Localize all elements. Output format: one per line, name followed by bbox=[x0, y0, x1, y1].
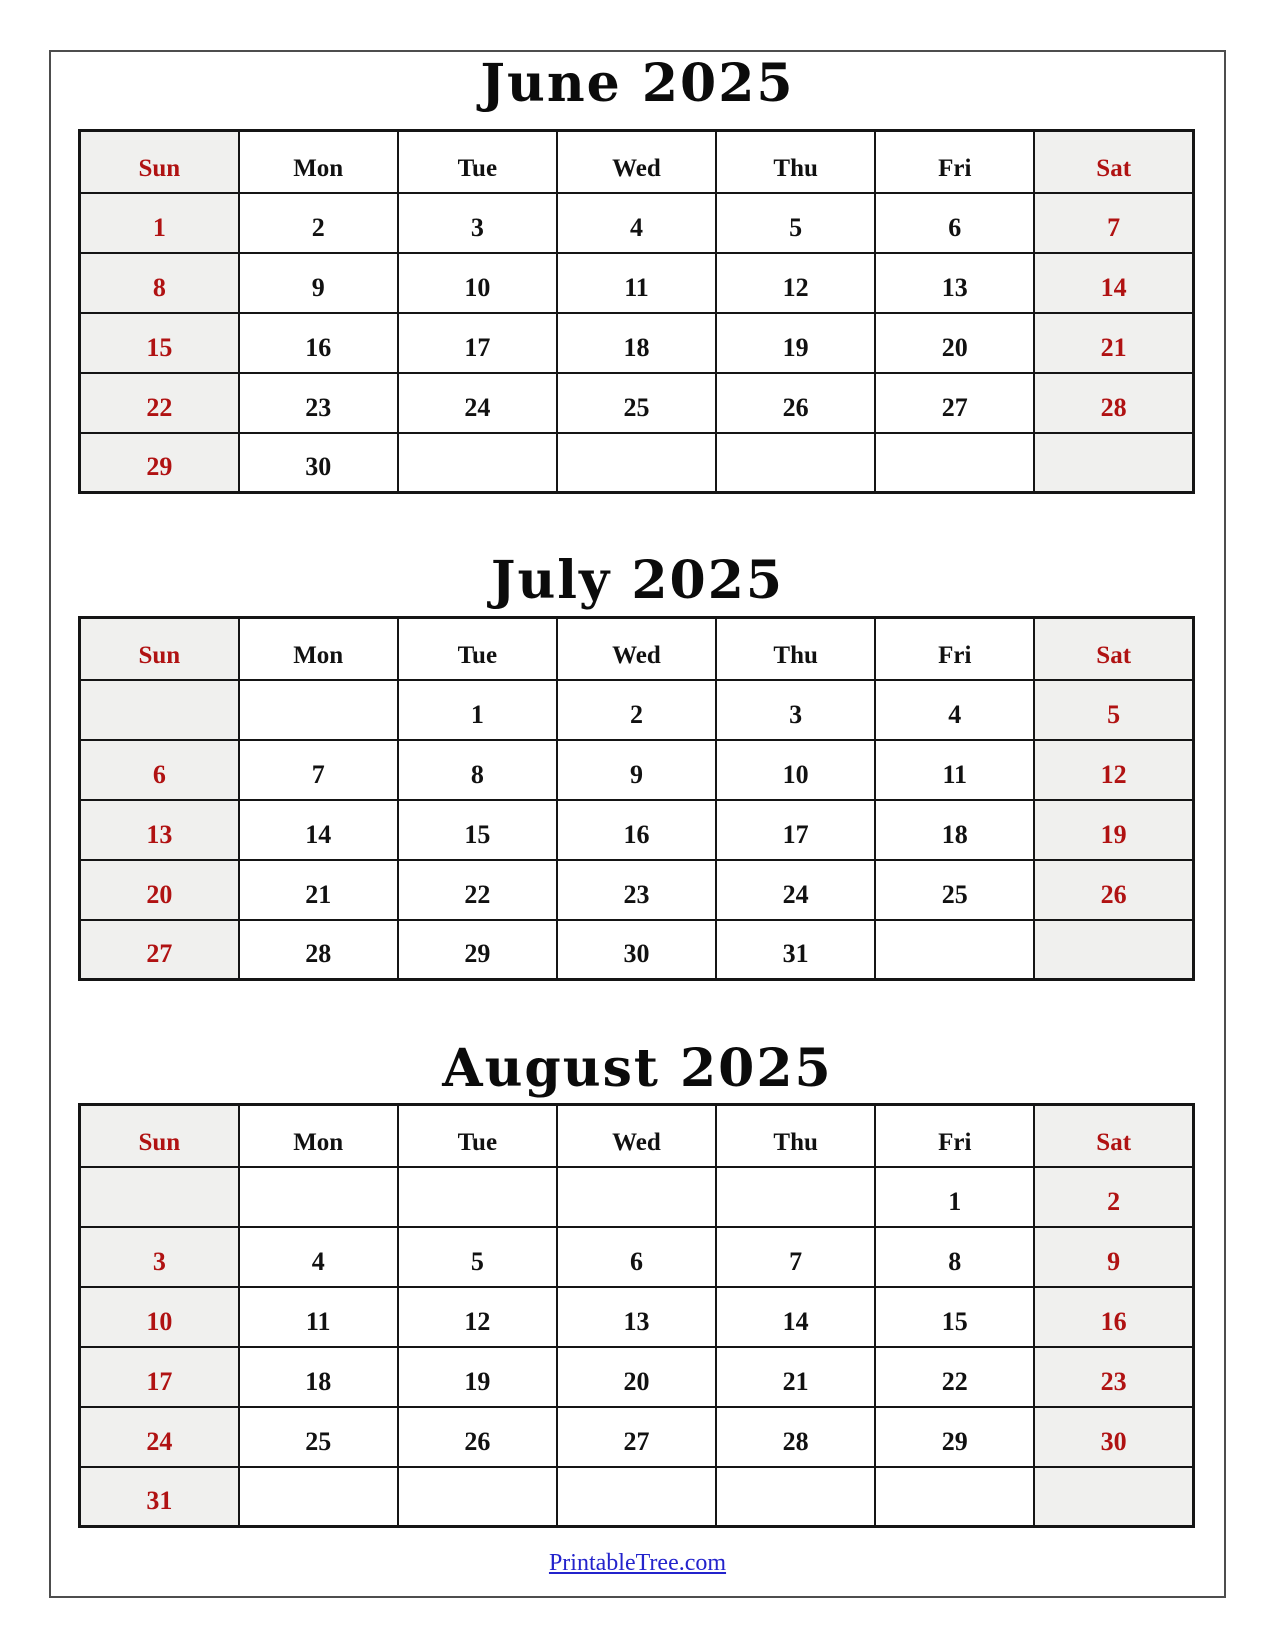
week-row bbox=[80, 1407, 1194, 1467]
week-row bbox=[80, 740, 1194, 800]
day-cell: 26 bbox=[1034, 860, 1193, 920]
day-header-fri: Fri bbox=[875, 618, 1034, 680]
day-cell bbox=[557, 1467, 716, 1527]
day-cell: 23 bbox=[1034, 1347, 1193, 1407]
day-cell: 21 bbox=[239, 860, 398, 920]
day-cell bbox=[557, 1167, 716, 1227]
day-cell: 15 bbox=[398, 800, 557, 860]
day-cell bbox=[398, 433, 557, 493]
day-cell: 8 bbox=[875, 1227, 1034, 1287]
day-cell bbox=[398, 1467, 557, 1527]
day-cell bbox=[1034, 433, 1193, 493]
day-cell: 29 bbox=[875, 1407, 1034, 1467]
day-cell: 23 bbox=[557, 860, 716, 920]
day-cell: 4 bbox=[875, 680, 1034, 740]
day-header-sun: Sun bbox=[80, 618, 239, 680]
day-cell: 24 bbox=[398, 373, 557, 433]
day-cell: 2 bbox=[239, 193, 398, 253]
day-header-fri: Fri bbox=[875, 1105, 1034, 1167]
day-cell: 28 bbox=[716, 1407, 875, 1467]
day-cell: 23 bbox=[239, 373, 398, 433]
day-cell: 17 bbox=[398, 313, 557, 373]
day-header-sat: Sat bbox=[1034, 1105, 1193, 1167]
footer bbox=[51, 1550, 1224, 1577]
day-cell: 12 bbox=[716, 253, 875, 313]
day-cell: 16 bbox=[557, 800, 716, 860]
day-header-wed: Wed bbox=[557, 131, 716, 193]
day-cell: 18 bbox=[557, 313, 716, 373]
day-cell: 21 bbox=[1034, 313, 1193, 373]
day-cell: 9 bbox=[239, 253, 398, 313]
day-header-row bbox=[80, 618, 1194, 680]
day-cell: 12 bbox=[398, 1287, 557, 1347]
day-cell bbox=[80, 1167, 239, 1227]
week-row bbox=[80, 313, 1194, 373]
day-header-wed: Wed bbox=[557, 1105, 716, 1167]
day-cell: 6 bbox=[557, 1227, 716, 1287]
day-cell: 12 bbox=[1034, 740, 1193, 800]
day-cell bbox=[716, 1467, 875, 1527]
day-cell: 31 bbox=[716, 920, 875, 980]
day-cell: 14 bbox=[716, 1287, 875, 1347]
day-cell: 5 bbox=[398, 1227, 557, 1287]
week-row bbox=[80, 1227, 1194, 1287]
week-row bbox=[80, 193, 1194, 253]
day-cell: 17 bbox=[80, 1347, 239, 1407]
day-cell bbox=[80, 680, 239, 740]
month-title-august: August 2025 bbox=[442, 1038, 833, 1099]
day-cell: 29 bbox=[398, 920, 557, 980]
day-cell: 25 bbox=[557, 373, 716, 433]
day-cell bbox=[239, 680, 398, 740]
day-cell: 28 bbox=[1034, 373, 1193, 433]
day-cell: 14 bbox=[1034, 253, 1193, 313]
day-cell: 3 bbox=[398, 193, 557, 253]
day-cell: 18 bbox=[875, 800, 1034, 860]
day-header-sat: Sat bbox=[1034, 618, 1193, 680]
day-header-sun: Sun bbox=[80, 131, 239, 193]
day-cell: 31 bbox=[80, 1467, 239, 1527]
day-cell: 10 bbox=[398, 253, 557, 313]
day-cell: 15 bbox=[875, 1287, 1034, 1347]
day-cell: 6 bbox=[875, 193, 1034, 253]
day-cell bbox=[716, 433, 875, 493]
day-cell: 2 bbox=[557, 680, 716, 740]
day-cell: 7 bbox=[716, 1227, 875, 1287]
calendar-page bbox=[49, 50, 1226, 1598]
day-header-tue: Tue bbox=[398, 618, 557, 680]
day-cell: 13 bbox=[80, 800, 239, 860]
day-cell: 27 bbox=[875, 373, 1034, 433]
day-cell: 30 bbox=[557, 920, 716, 980]
day-cell: 11 bbox=[557, 253, 716, 313]
day-cell: 27 bbox=[557, 1407, 716, 1467]
day-cell: 8 bbox=[80, 253, 239, 313]
day-cell bbox=[875, 1467, 1034, 1527]
day-cell: 22 bbox=[875, 1347, 1034, 1407]
day-cell: 30 bbox=[1034, 1407, 1193, 1467]
footer-site-link[interactable]: PrintableTree.com bbox=[548, 1550, 727, 1576]
day-cell: 13 bbox=[875, 253, 1034, 313]
day-header-row bbox=[80, 131, 1194, 193]
day-cell: 29 bbox=[80, 433, 239, 493]
week-row bbox=[80, 253, 1194, 313]
month-title-july: July 2025 bbox=[490, 550, 785, 611]
day-cell: 25 bbox=[875, 860, 1034, 920]
day-cell: 28 bbox=[239, 920, 398, 980]
day-cell: 19 bbox=[1034, 800, 1193, 860]
day-cell: 3 bbox=[716, 680, 875, 740]
day-cell bbox=[1034, 920, 1193, 980]
day-cell: 8 bbox=[398, 740, 557, 800]
day-cell: 22 bbox=[80, 373, 239, 433]
day-cell: 24 bbox=[716, 860, 875, 920]
day-cell: 16 bbox=[239, 313, 398, 373]
day-header-mon: Mon bbox=[239, 1105, 398, 1167]
day-cell: 22 bbox=[398, 860, 557, 920]
week-row bbox=[80, 1467, 1194, 1527]
day-cell: 1 bbox=[875, 1167, 1034, 1227]
day-cell bbox=[716, 1167, 875, 1227]
day-cell: 20 bbox=[80, 860, 239, 920]
day-header-thu: Thu bbox=[716, 618, 875, 680]
week-row bbox=[80, 800, 1194, 860]
calendar-table-august bbox=[78, 1103, 1195, 1528]
day-cell: 16 bbox=[1034, 1287, 1193, 1347]
day-cell: 26 bbox=[398, 1407, 557, 1467]
day-cell: 14 bbox=[239, 800, 398, 860]
week-row bbox=[80, 1287, 1194, 1347]
day-cell: 18 bbox=[239, 1347, 398, 1407]
day-cell: 10 bbox=[716, 740, 875, 800]
day-cell: 17 bbox=[716, 800, 875, 860]
day-cell: 10 bbox=[80, 1287, 239, 1347]
week-row bbox=[80, 860, 1194, 920]
day-cell: 21 bbox=[716, 1347, 875, 1407]
day-cell: 24 bbox=[80, 1407, 239, 1467]
day-cell: 27 bbox=[80, 920, 239, 980]
day-cell: 1 bbox=[398, 680, 557, 740]
week-row bbox=[80, 920, 1194, 980]
day-header-tue: Tue bbox=[398, 131, 557, 193]
day-cell: 2 bbox=[1034, 1167, 1193, 1227]
day-header-fri: Fri bbox=[875, 131, 1034, 193]
day-cell bbox=[875, 433, 1034, 493]
day-cell bbox=[239, 1167, 398, 1227]
day-header-sun: Sun bbox=[80, 1105, 239, 1167]
week-row bbox=[80, 680, 1194, 740]
week-row bbox=[80, 433, 1194, 493]
day-cell bbox=[398, 1167, 557, 1227]
day-header-thu: Thu bbox=[716, 1105, 875, 1167]
day-cell: 5 bbox=[1034, 680, 1193, 740]
day-cell bbox=[557, 433, 716, 493]
day-cell: 19 bbox=[716, 313, 875, 373]
day-header-wed: Wed bbox=[557, 618, 716, 680]
day-cell: 9 bbox=[557, 740, 716, 800]
day-cell bbox=[1034, 1467, 1193, 1527]
calendar-table-july bbox=[78, 616, 1195, 981]
day-cell: 30 bbox=[239, 433, 398, 493]
day-cell: 6 bbox=[80, 740, 239, 800]
day-cell: 1 bbox=[80, 193, 239, 253]
day-cell: 25 bbox=[239, 1407, 398, 1467]
week-row bbox=[80, 1347, 1194, 1407]
day-cell: 26 bbox=[716, 373, 875, 433]
day-cell: 4 bbox=[239, 1227, 398, 1287]
day-cell: 9 bbox=[1034, 1227, 1193, 1287]
day-cell: 11 bbox=[875, 740, 1034, 800]
day-cell: 11 bbox=[239, 1287, 398, 1347]
day-header-mon: Mon bbox=[239, 618, 398, 680]
day-cell: 3 bbox=[80, 1227, 239, 1287]
day-header-mon: Mon bbox=[239, 131, 398, 193]
day-cell bbox=[239, 1467, 398, 1527]
day-cell: 7 bbox=[239, 740, 398, 800]
day-header-sat: Sat bbox=[1034, 131, 1193, 193]
day-header-row bbox=[80, 1105, 1194, 1167]
day-cell: 15 bbox=[80, 313, 239, 373]
day-header-thu: Thu bbox=[716, 131, 875, 193]
week-row bbox=[80, 1167, 1194, 1227]
month-title-june: June 2025 bbox=[480, 53, 795, 114]
day-header-tue: Tue bbox=[398, 1105, 557, 1167]
week-row bbox=[80, 373, 1194, 433]
day-cell: 7 bbox=[1034, 193, 1193, 253]
day-cell: 13 bbox=[557, 1287, 716, 1347]
day-cell: 19 bbox=[398, 1347, 557, 1407]
day-cell: 20 bbox=[557, 1347, 716, 1407]
day-cell bbox=[875, 920, 1034, 980]
calendar-table-june bbox=[78, 129, 1195, 494]
day-cell: 4 bbox=[557, 193, 716, 253]
day-cell: 20 bbox=[875, 313, 1034, 373]
day-cell: 5 bbox=[716, 193, 875, 253]
